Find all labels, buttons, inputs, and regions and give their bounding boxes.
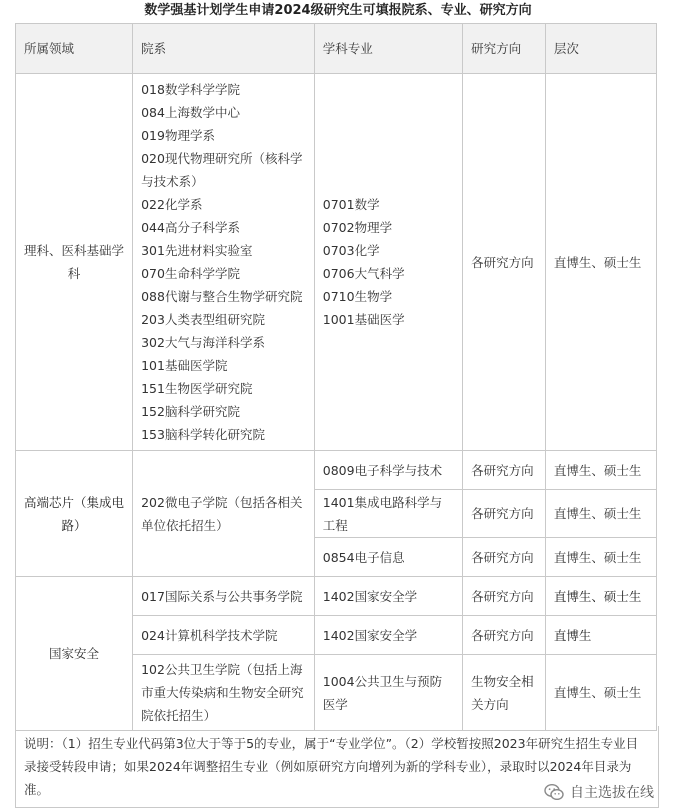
footnote: 说明：（1）招生专业代码第3位大于等于5的专业，属于“专业学位”。（2）学校暂按照2023年研究生招生专业目录接受转段申请；如果2024年调整招生专业（例如原研究方向增列为新的学科专业），录取时以2024年目录为准。 <box>15 726 659 808</box>
level-cell: 直博生、硕士生 <box>545 74 656 451</box>
department-item: 301先进材料实验室 <box>141 243 253 258</box>
direction-cell: 各研究方向 <box>463 577 546 616</box>
major-cell: 1401集成电路科学与工程 <box>314 490 462 538</box>
department-item: 152脑科学研究院 <box>141 404 240 419</box>
document-title: 数学强基计划学生申请2024级研究生可填报院系、专业、研究方向 <box>144 3 532 18</box>
major-item: 1001基础医学 <box>322 312 405 327</box>
field-cell: 理科、医科基础学科 <box>16 74 133 451</box>
level-cell: 直博生 <box>545 616 656 655</box>
level-cell: 直博生、硕士生 <box>545 538 656 577</box>
watermark <box>542 782 656 802</box>
header-direction: 研究方向 <box>463 24 546 74</box>
department-item: 044高分子科学系 <box>141 220 240 235</box>
direction-cell: 生物安全相关方向 <box>463 655 546 731</box>
department-item: 070生命科学学院 <box>141 266 240 281</box>
major-item: 0710生物学 <box>322 289 393 304</box>
table-row <box>16 577 657 616</box>
department-item: 020现代物理研究所（核科学与技术系） <box>141 151 303 189</box>
department-item: 084上海数学中心 <box>141 105 240 120</box>
field-cell: 高端芯片（集成电路） <box>16 451 133 577</box>
major-cell: 1402国家安全学 <box>314 616 462 655</box>
department-item: 153脑科学转化研究院 <box>141 427 265 442</box>
field-cell: 国家安全 <box>16 577 133 731</box>
direction-cell: 各研究方向 <box>463 490 546 538</box>
departments-cell <box>133 74 315 451</box>
header-major: 学科专业 <box>314 24 462 74</box>
enrollment-table <box>15 23 657 731</box>
department-item: 022化学系 <box>141 197 203 212</box>
department-item: 151生物医学研究院 <box>141 381 253 396</box>
department-cell: 102公共卫生学院（包括上海市重大传染病和生物安全研究院依托招生） <box>133 655 315 731</box>
department-item: 019物理学系 <box>141 128 215 143</box>
direction-cell: 各研究方向 <box>463 538 546 577</box>
department-cell: 024计算机科学技术学院 <box>133 616 315 655</box>
header-field: 所属领域 <box>16 24 133 74</box>
major-item: 0702物理学 <box>322 220 393 235</box>
table-row <box>16 74 657 451</box>
major-cell: 1402国家安全学 <box>314 577 462 616</box>
department-cell: 202微电子学院（包括各相关单位依托招生） <box>133 451 315 577</box>
department-item: 018数学科学学院 <box>141 82 240 97</box>
department-cell: 017国际关系与公共事务学院 <box>133 577 315 616</box>
wechat-icon <box>544 783 564 801</box>
level-cell: 直博生、硕士生 <box>545 451 656 490</box>
major-item: 0706大气科学 <box>322 266 405 281</box>
major-item: 0701数学 <box>322 197 380 212</box>
level-cell: 直博生、硕士生 <box>545 577 656 616</box>
major-cell: 0854电子信息 <box>314 538 462 577</box>
major-cell: 1004公共卫生与预防医学 <box>314 655 462 731</box>
direction-cell: 各研究方向 <box>463 616 546 655</box>
majors-cell <box>314 74 462 451</box>
level-cell: 直博生、硕士生 <box>545 655 656 731</box>
header-department: 院系 <box>133 24 315 74</box>
direction-cell: 各研究方向 <box>463 74 546 451</box>
major-cell: 0809电子科学与技术 <box>314 451 462 490</box>
table-row <box>16 451 657 490</box>
department-item: 302大气与海洋科学系 <box>141 335 265 350</box>
table-header-row <box>16 24 657 74</box>
major-item: 0703化学 <box>322 243 380 258</box>
level-cell: 直博生、硕士生 <box>545 490 656 538</box>
department-item: 088代谢与整合生物学研究院 <box>141 289 303 304</box>
department-item: 203人类表型组研究院 <box>141 312 265 327</box>
direction-cell: 各研究方向 <box>463 451 546 490</box>
watermark-text: 自主选拔在线 <box>570 785 654 801</box>
header-level: 层次 <box>545 24 656 74</box>
department-item: 101基础医学院 <box>141 358 228 373</box>
